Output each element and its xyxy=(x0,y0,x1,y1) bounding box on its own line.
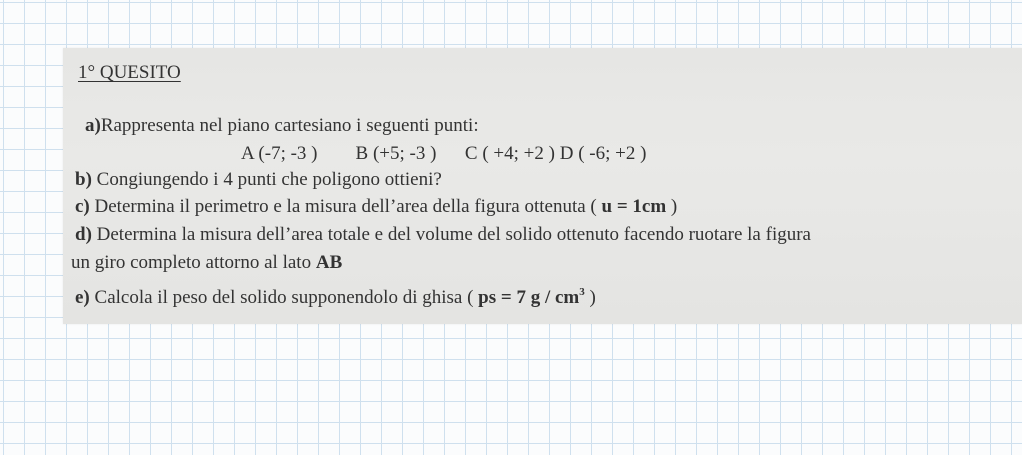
question-a xyxy=(85,115,479,137)
question-c-text: Determina il perimetro e la misura dell’area della figura ottenuta ( xyxy=(89,196,602,217)
question-e-letter: e) xyxy=(75,287,90,308)
question-e-text: Calcola il peso del solido supponendolo di ghisa ( xyxy=(89,287,479,308)
question-d-side: AB xyxy=(315,252,343,273)
point-c: C ( +4; +2 ) xyxy=(464,143,555,164)
question-a-text: Rappresenta nel piano cartesiano i seguenti punti: xyxy=(100,115,479,136)
question-d-line1 xyxy=(75,224,811,246)
question-d-text1: Determina la misura dell’area totale e del volume del solido ottenuto facendo ruotare la figura xyxy=(91,224,811,245)
question-c-end: ) xyxy=(666,196,678,217)
point-d: D ( -6; +2 ) xyxy=(559,143,647,164)
exercise-sheet xyxy=(63,48,1022,324)
question-b-letter: b) xyxy=(75,169,92,190)
question-c-letter: c) xyxy=(75,196,90,217)
question-c-unit: u = 1cm xyxy=(601,196,667,217)
points-list xyxy=(241,143,646,165)
question-d-letter: d) xyxy=(75,224,92,245)
point-a: A (-7; -3 ) xyxy=(241,143,318,164)
question-c xyxy=(75,196,677,218)
point-b: B (+5; -3 ) xyxy=(355,143,437,164)
question-e-end: ) xyxy=(584,287,596,308)
question-e xyxy=(75,281,596,309)
question-b xyxy=(75,169,442,191)
question-a-letter: a) xyxy=(85,115,101,136)
question-e-exponent: 3 xyxy=(579,286,585,298)
question-d-line2 xyxy=(71,252,342,274)
question-d-text2: un giro completo attorno al lato xyxy=(71,252,316,273)
question-e-density: ps = 7 g / cm xyxy=(478,287,580,308)
exercise-title: 1° QUESITO xyxy=(78,62,181,83)
question-b-text: Congiungendo i 4 punti che poligono ottieni? xyxy=(91,169,442,190)
